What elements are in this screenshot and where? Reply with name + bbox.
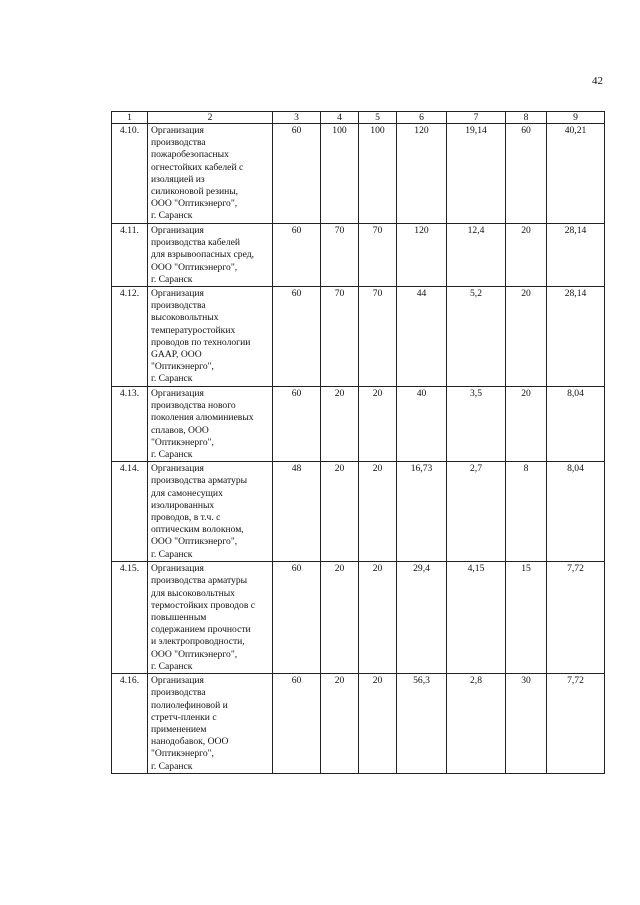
row-value: 100 — [321, 124, 359, 224]
row-value: 20 — [359, 462, 397, 562]
column-header: 4 — [321, 112, 359, 124]
table-row — [112, 124, 605, 224]
row-value: 60 — [506, 124, 547, 224]
row-value: 70 — [359, 287, 397, 387]
row-value: 20 — [506, 387, 547, 462]
row-value: 12,4 — [447, 224, 506, 287]
data-table — [111, 111, 605, 774]
row-value: 8 — [506, 462, 547, 562]
row-description: Организация производства нового поколения алюминиевых сплавов, ООО "Оптикэнерго", г. Саранск — [148, 387, 273, 462]
column-header: 2 — [148, 112, 273, 124]
row-value: 60 — [273, 124, 321, 224]
table-header-row — [112, 112, 605, 124]
row-value: 30 — [506, 674, 547, 774]
row-value: 28,14 — [547, 224, 605, 287]
row-value: 2,7 — [447, 462, 506, 562]
row-value: 7,72 — [547, 674, 605, 774]
row-value: 70 — [321, 224, 359, 287]
row-description: Организация производства арматуры для самонесущих изолированных проводов, в т.ч. с оптическим волокном, ООО "Оптикэнерго", г. Саранск — [148, 462, 273, 562]
row-value: 40 — [397, 387, 447, 462]
row-value: 44 — [397, 287, 447, 387]
row-value: 60 — [273, 674, 321, 774]
row-description: Организация производства пожаробезопасных огнестойких кабелей с изоляцией из силиконовой резины, ООО "Оптикэнерго", г. Саранск — [148, 124, 273, 224]
row-value: 60 — [273, 387, 321, 462]
row-value: 70 — [359, 224, 397, 287]
row-value: 19,14 — [447, 124, 506, 224]
table-row — [112, 462, 605, 562]
row-description: Организация производства арматуры для высоковольтных термостойких проводов с повышенным содержанием прочности и электропроводности, ООО "Оптикэнерго", г. Саранск — [148, 562, 273, 674]
row-value: 8,04 — [547, 387, 605, 462]
row-value: 29,4 — [397, 562, 447, 674]
row-description: Организация производства высоковольтных температуростойких проводов по технологии GAAP, ООО "Оптикэнерго", г. Саранск — [148, 287, 273, 387]
table-row — [112, 387, 605, 462]
row-value: 120 — [397, 124, 447, 224]
row-description: Организация производства кабелей для взрывоопасных сред, ООО "Оптикэнерго", г. Саранск — [148, 224, 273, 287]
row-number: 4.15. — [112, 562, 148, 674]
row-value: 16,73 — [397, 462, 447, 562]
row-value: 20 — [359, 387, 397, 462]
row-value: 5,2 — [447, 287, 506, 387]
row-value: 20 — [506, 287, 547, 387]
row-value: 100 — [359, 124, 397, 224]
row-value: 2,8 — [447, 674, 506, 774]
row-value: 20 — [359, 674, 397, 774]
column-header: 8 — [506, 112, 547, 124]
column-header: 5 — [359, 112, 397, 124]
table-row — [112, 224, 605, 287]
row-number: 4.10. — [112, 124, 148, 224]
table-row — [112, 674, 605, 774]
row-value: 20 — [359, 562, 397, 674]
row-value: 20 — [321, 674, 359, 774]
column-header: 7 — [447, 112, 506, 124]
row-number: 4.11. — [112, 224, 148, 287]
row-value: 15 — [506, 562, 547, 674]
column-header: 9 — [547, 112, 605, 124]
row-value: 40,21 — [547, 124, 605, 224]
row-value: 56,3 — [397, 674, 447, 774]
row-number: 4.12. — [112, 287, 148, 387]
row-value: 60 — [273, 224, 321, 287]
row-value: 28,14 — [547, 287, 605, 387]
row-value: 20 — [321, 562, 359, 674]
row-value: 60 — [273, 562, 321, 674]
page-number: 42 — [592, 75, 603, 87]
row-number: 4.16. — [112, 674, 148, 774]
column-header: 6 — [397, 112, 447, 124]
row-value: 70 — [321, 287, 359, 387]
row-value: 120 — [397, 224, 447, 287]
row-value: 20 — [506, 224, 547, 287]
column-header: 3 — [273, 112, 321, 124]
row-value: 4,15 — [447, 562, 506, 674]
row-description: Организация производства полиолефиновой и стретч-пленки с применением нанодобавок, ООО "Оптикэнерго", г. Саранск — [148, 674, 273, 774]
table-row — [112, 287, 605, 387]
table-row — [112, 562, 605, 674]
row-value: 3,5 — [447, 387, 506, 462]
row-value: 7,72 — [547, 562, 605, 674]
row-value: 20 — [321, 462, 359, 562]
row-value: 60 — [273, 287, 321, 387]
row-value: 8,04 — [547, 462, 605, 562]
row-number: 4.13. — [112, 387, 148, 462]
row-number: 4.14. — [112, 462, 148, 562]
row-value: 20 — [321, 387, 359, 462]
row-value: 48 — [273, 462, 321, 562]
column-header: 1 — [112, 112, 148, 124]
